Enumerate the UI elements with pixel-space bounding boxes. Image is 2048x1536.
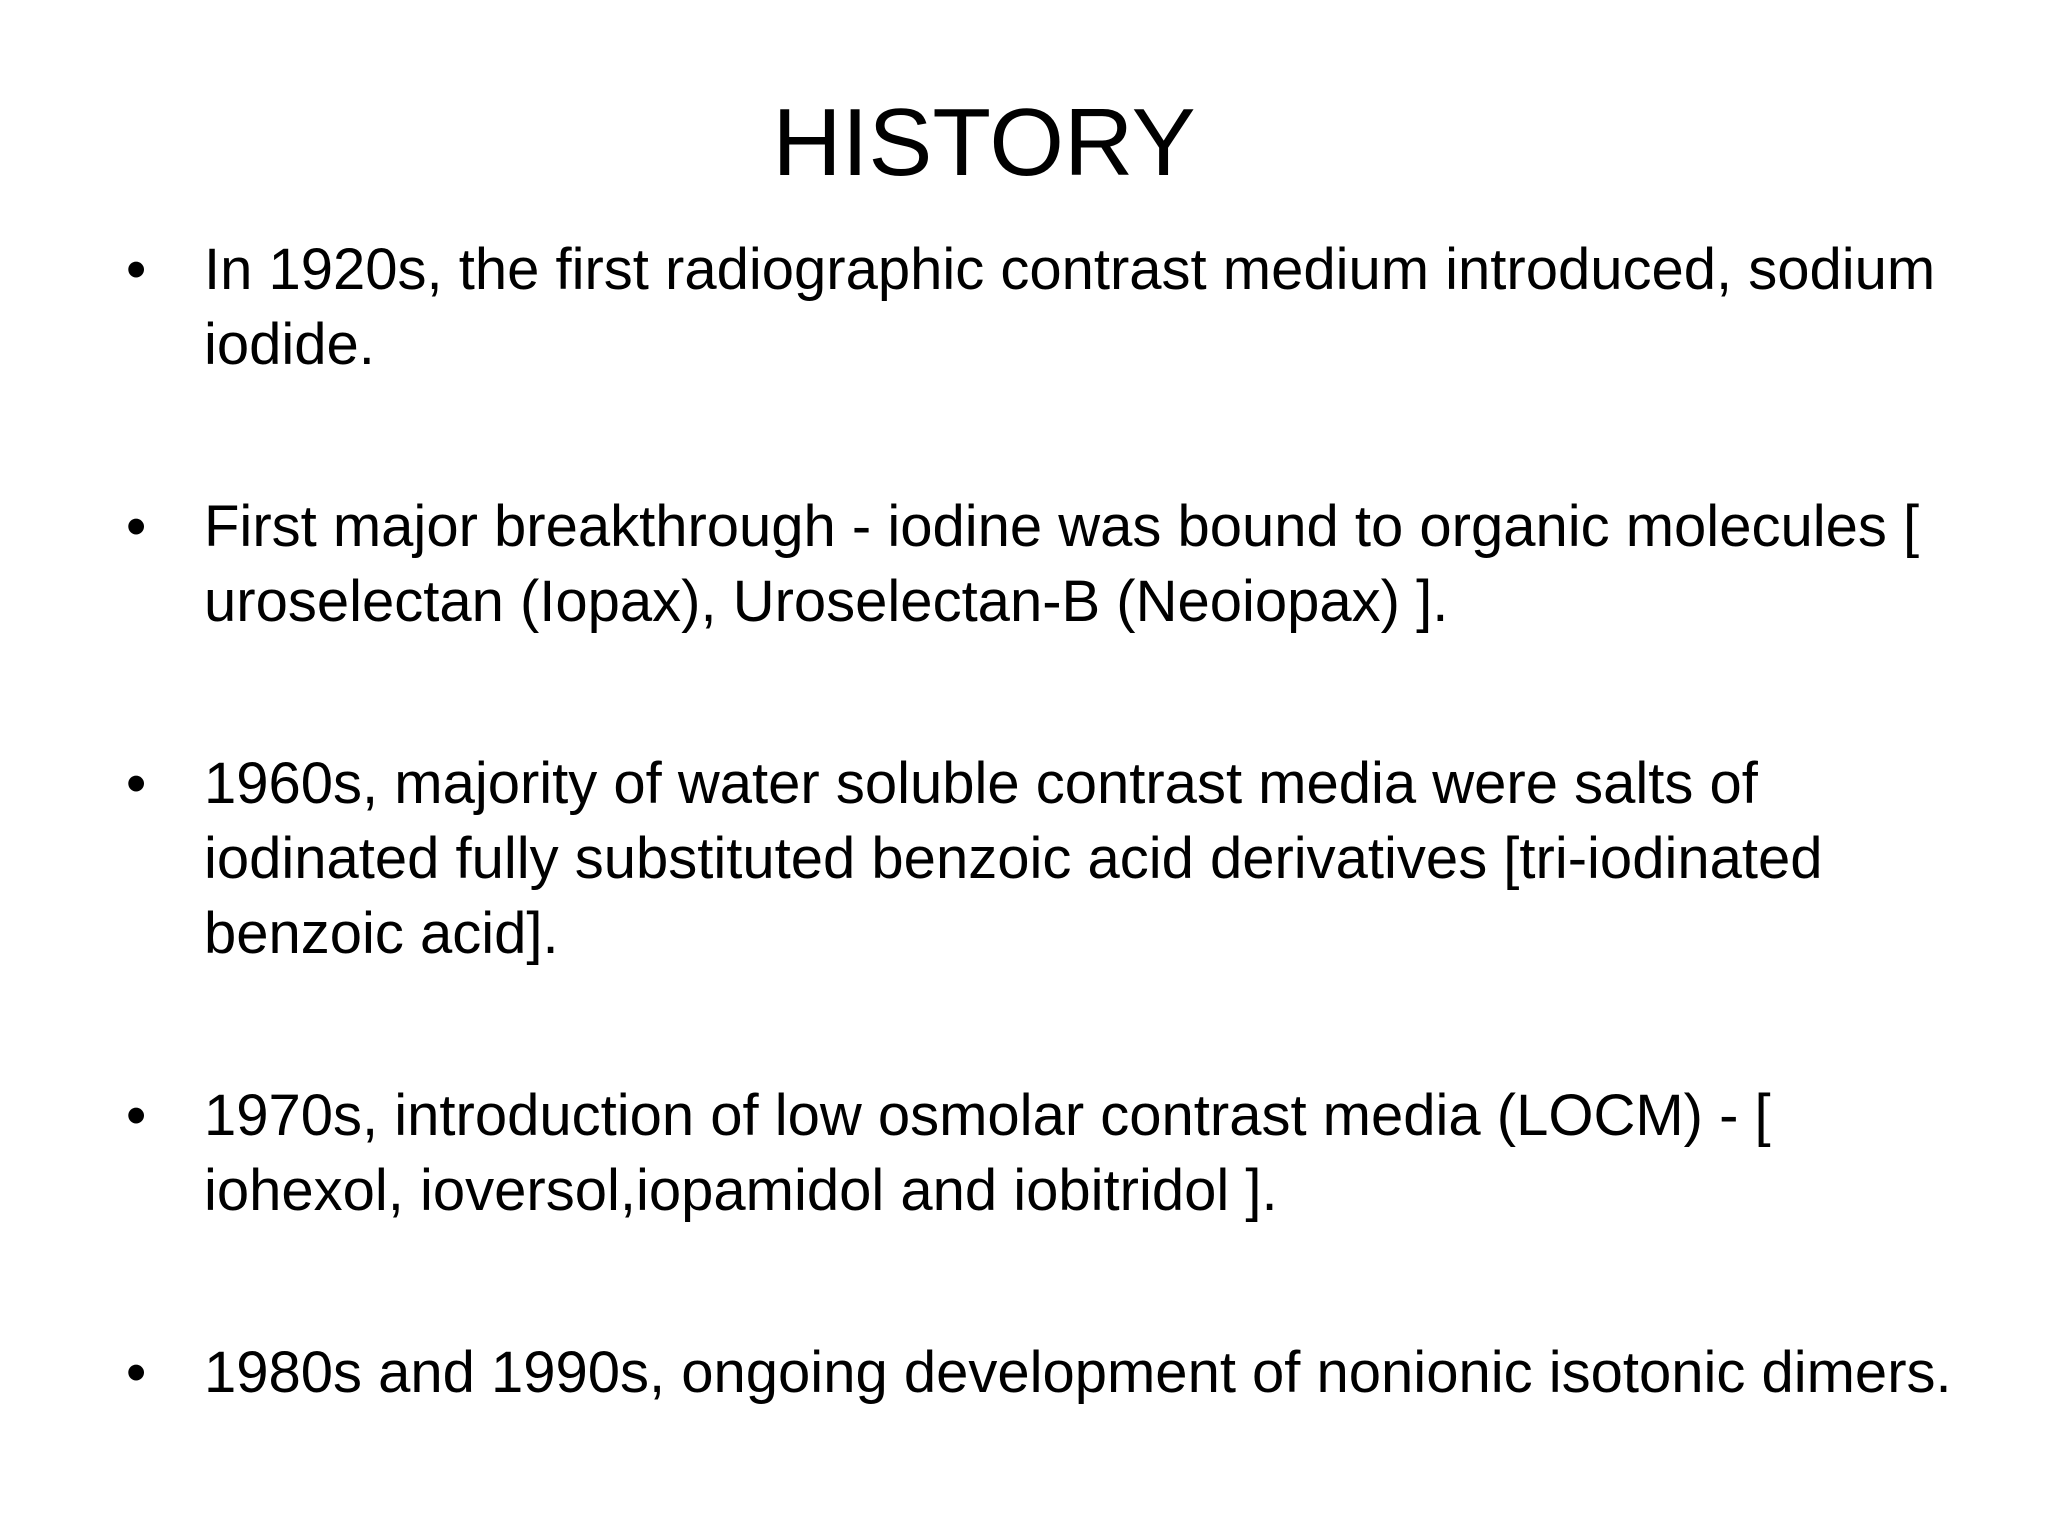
bullet-text: 1970s, introduction of low osmolar contrast media (LOCM) - [ iohexol, ioversol,iopamidol and iobitridol ]. [204,1083,1771,1223]
bullet-item [126,232,1966,382]
bullet-item [126,746,1966,971]
bullet-text: 1980s and 1990s, ongoing development of nonionic isotonic dimers. [204,1340,1952,1405]
bullet-item [126,489,1966,639]
bullet-text: First major breakthrough - iodine was bound to organic molecules [ uroselectan (Iopax), Uroselectan-B (Neoiopax) ]. [204,494,1920,634]
bullet-icon: • [126,1083,147,1148]
bullet-list [126,232,1966,1410]
slide-title: HISTORY [772,89,1196,196]
bullet-icon: • [126,237,147,302]
bullet-icon: • [126,751,147,816]
bullet-icon: • [126,494,147,559]
bullet-text: 1960s, majority of water soluble contrast media were salts of iodinated fully substituted benzoic acid derivatives [tri-iodinated benzoic acid]. [204,751,1823,966]
bullet-icon: • [126,1340,147,1405]
bullet-item [126,1335,1966,1410]
bullet-text: In 1920s, the first radiographic contrast medium introduced, sodium iodide. [204,237,1936,377]
bullet-item [126,1078,1966,1228]
